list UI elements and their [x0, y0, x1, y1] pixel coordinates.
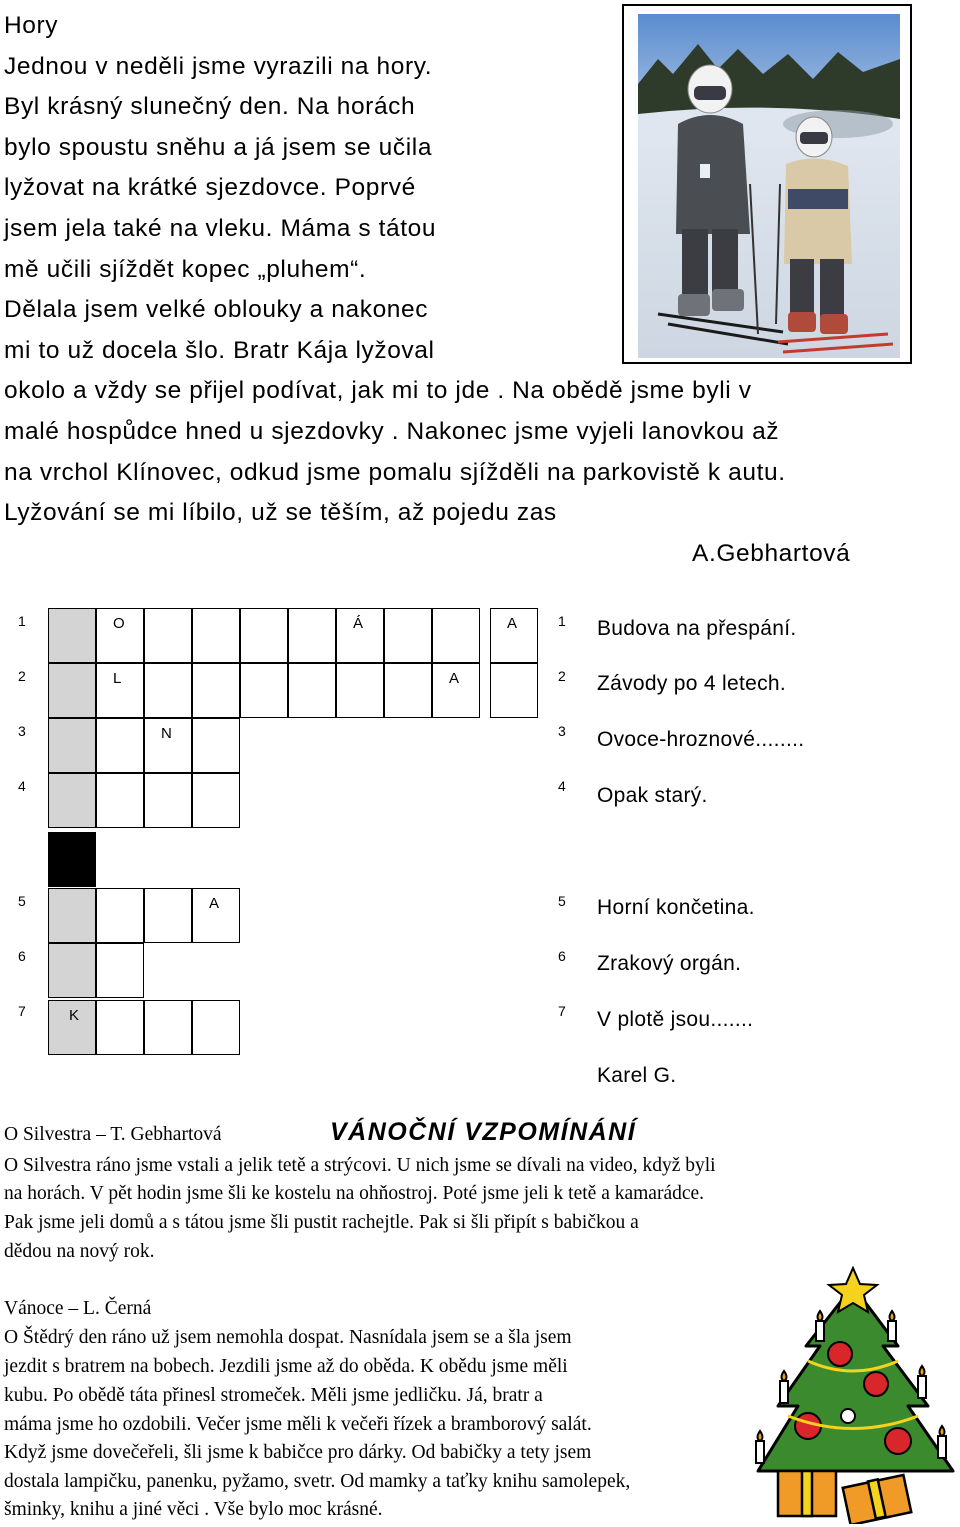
- clue-text: Budova na přespání.: [597, 617, 797, 640]
- crossword-cell[interactable]: [144, 888, 192, 943]
- clue-text: Zrakový orgán.: [597, 952, 742, 975]
- story-line: malé hospůdce hned u sjezdovky . Nakonec jsme vyjeli lanovkou až: [4, 418, 780, 445]
- clue-number: 7: [558, 1003, 566, 1019]
- silvestr-line: na horách. V pět hodin jsme šli ke kostelu na ohňostroj. Poté jsme jeli k tetě a kamarádce.: [4, 1183, 705, 1204]
- clue-text: Opak starý.: [597, 784, 708, 807]
- crossword-black-cell: [48, 832, 96, 887]
- vanoce-line: šminky, knihu a jiné věci . Vše bylo moc krásné.: [4, 1499, 383, 1520]
- crossword-row-number: 3: [18, 723, 26, 739]
- crossword-row-number: 1: [18, 613, 26, 629]
- vanoce-line: O Štědrý den ráno už jsem nemohla dospat. Nasnídala jsem se a šla jsem: [4, 1327, 572, 1348]
- clue-number: 5: [558, 893, 566, 909]
- crossword-cell[interactable]: [144, 608, 192, 663]
- crossword-author: Karel G.: [597, 1064, 677, 1087]
- crossword-row-number: 2: [18, 668, 26, 684]
- crossword-cell[interactable]: O: [96, 608, 144, 663]
- story-line: jsem jela také na vleku. Máma s tátou: [4, 215, 437, 242]
- crossword-cell[interactable]: [96, 1000, 144, 1055]
- crossword-cell[interactable]: [96, 888, 144, 943]
- crossword-cell[interactable]: [192, 608, 240, 663]
- crossword-cell[interactable]: [144, 1000, 192, 1055]
- clue-text: Závody po 4 letech.: [597, 672, 786, 695]
- crossword-cell[interactable]: [144, 773, 192, 828]
- clue-number: 2: [558, 668, 566, 684]
- story-line: Dělala jsem velké oblouky a nakonec: [4, 296, 429, 323]
- clue-number: 3: [558, 723, 566, 739]
- story-author: A.Gebhartová: [692, 540, 851, 567]
- story-line: okolo a vždy se přijel podívat, jak mi to jde . Na obědě jsme byli v: [4, 377, 752, 404]
- silvestr-line: dědou na nový rok.: [4, 1241, 155, 1262]
- crossword-cell[interactable]: [432, 608, 480, 663]
- clue-text: V plotě jsou.......: [597, 1008, 754, 1031]
- clue-number: 6: [558, 948, 566, 964]
- silvestr-title: O Silvestra – T. Gebhartová: [4, 1124, 222, 1145]
- crossword-cell[interactable]: [288, 608, 336, 663]
- crossword-cell[interactable]: [48, 773, 96, 828]
- crossword-cell[interactable]: Á: [336, 608, 384, 663]
- vanoce-line: dostala lampičku, panenku, pyžamo, svetr. Od mamky a taťky knihu samolepek,: [4, 1471, 631, 1492]
- silvestr-line: Pak jsme jeli domů a s tátou jsme šli pustit rachejtle. Pak si šli připít s babičkou a: [4, 1212, 639, 1233]
- vanoce-line: kubu. Po obědě táta přinesl stromeček. Měli jsme jedličku. Já, bratr a: [4, 1385, 543, 1406]
- story-line: Lyžování se mi líbilo, už se těším, až pojedu zas: [4, 499, 557, 526]
- children-skiing-photo: [638, 14, 900, 358]
- story-line: Byl krásný slunečný den. Na horách: [4, 93, 416, 120]
- crossword-cell[interactable]: [490, 663, 538, 718]
- crossword-cell[interactable]: [96, 943, 144, 998]
- christmas-tree-icon: [748, 1266, 958, 1524]
- vanoce-line: máma jsme ho ozdobili. Večer jsme měli k večeři řízek a bramborový salát.: [4, 1414, 592, 1435]
- crossword-cell[interactable]: [288, 663, 336, 718]
- crossword-cell[interactable]: K: [48, 1000, 96, 1055]
- crossword-cell[interactable]: [240, 663, 288, 718]
- story-title: Hory: [4, 12, 59, 39]
- crossword-cell[interactable]: [48, 943, 96, 998]
- story-line: bylo spoustu sněhu a já jsem se učila: [4, 134, 433, 161]
- crossword-cell[interactable]: [336, 663, 384, 718]
- clue-number: 4: [558, 778, 566, 794]
- story-line: na vrchol Klínovec, odkud jsme pomalu sjížděli na parkovistě k autu.: [4, 459, 786, 486]
- vanoce-line: Když jsme dovečeřeli, šli jsme k babičce pro dárky. Od babičky a tety jsem: [4, 1442, 592, 1463]
- vanoce-line: jezdit s bratrem na bobech. Jezdili jsme až do oběda. K obědu jsme měli: [4, 1356, 568, 1377]
- clue-number: 1: [558, 613, 566, 629]
- crossword-cell[interactable]: A: [490, 608, 538, 663]
- crossword-cell[interactable]: [240, 608, 288, 663]
- crossword-cell[interactable]: A: [432, 663, 480, 718]
- story-line: Jednou v neděli jsme vyrazili na hory.: [4, 53, 433, 80]
- crossword-cell[interactable]: [192, 718, 240, 773]
- crossword-cell[interactable]: N: [144, 718, 192, 773]
- crossword-cell[interactable]: L: [96, 663, 144, 718]
- silvestr-line: O Silvestra ráno jsme vstali a jelik tetě a strýcovi. U nich jsme se dívali na video, když byli: [4, 1155, 716, 1176]
- crossword-cell[interactable]: A: [192, 888, 240, 943]
- crossword-row-number: 5: [18, 893, 26, 909]
- story-line: mě učili sjíždět kopec „pluhem“.: [4, 256, 367, 283]
- story-line: lyžovat na krátké sjezdovce. Poprvé: [4, 174, 416, 201]
- crossword-cell[interactable]: [192, 773, 240, 828]
- crossword-row-number: 7: [18, 1003, 26, 1019]
- clue-text: Horní končetina.: [597, 896, 755, 919]
- crossword-cell[interactable]: [48, 608, 96, 663]
- crossword-cell[interactable]: [192, 663, 240, 718]
- vanoce-title: Vánoce – L. Černá: [4, 1298, 152, 1319]
- crossword-cell[interactable]: [48, 888, 96, 943]
- crossword-cell[interactable]: [96, 773, 144, 828]
- story-line: mi to už docela šlo. Bratr Kája lyžoval: [4, 337, 435, 364]
- crossword-row-number: 4: [18, 778, 26, 794]
- clue-text: Ovoce-hroznové........: [597, 728, 805, 751]
- crossword-cell[interactable]: [192, 1000, 240, 1055]
- crossword-cell[interactable]: [384, 663, 432, 718]
- crossword-cell[interactable]: [384, 608, 432, 663]
- crossword-cell[interactable]: [96, 718, 144, 773]
- crossword-cell[interactable]: [48, 718, 96, 773]
- crossword-cell[interactable]: [48, 663, 96, 718]
- christmas-memories-heading: VÁNOČNÍ VZPOMÍNÁNÍ: [330, 1118, 637, 1146]
- crossword-row-number: 6: [18, 948, 26, 964]
- crossword-cell[interactable]: [144, 663, 192, 718]
